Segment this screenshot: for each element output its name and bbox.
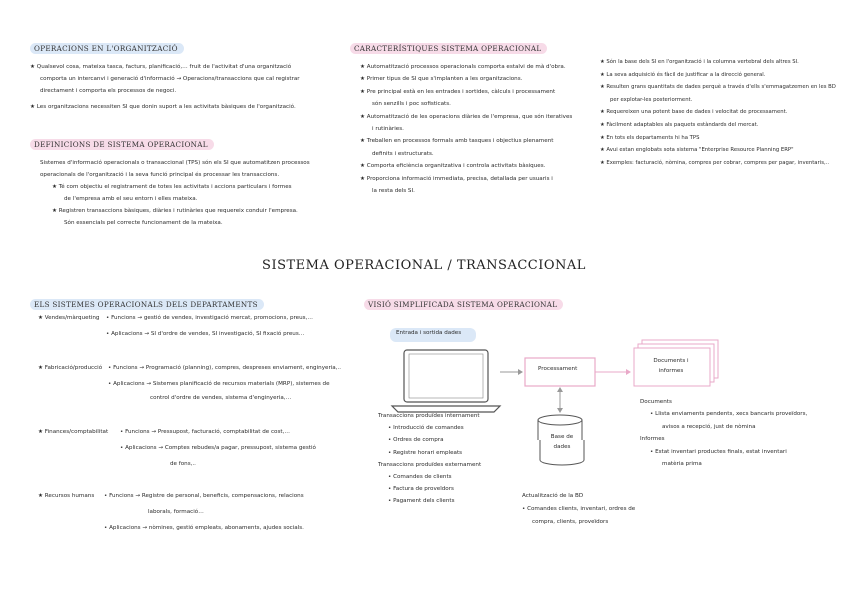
dept-applications: • Aplicacions → Sistemes planificació de recursos materials (MRP), sistemes de	[108, 381, 330, 387]
carac-line: ★ Primer tipus de SI que s'implanten a les organitzacions.	[360, 76, 523, 83]
carac-line: ★ Pre principal està en les entrades i sortides, càlculs i processament	[360, 88, 556, 95]
defs-heading: DEFINICIONS DE SISTEMA OPERACIONAL	[30, 139, 214, 150]
org-line: ★ Qualsevol cosa, mateixa tasca, facturs, planificació,… fruit de l'activitat d'una organització	[30, 64, 292, 70]
carac-heading: CARACTERÍSTIQUES SISTEMA OPERACIONAL	[350, 43, 547, 54]
informes-item: matèria prima	[662, 461, 702, 468]
org-line: directament i comporta els processos de negoci.	[40, 88, 177, 94]
org-section	[30, 36, 300, 113]
documents-item: • Llista enviaments pendents, xecs bancaris proveïdors,	[650, 411, 808, 418]
dept-name: ★ Recursos humans	[38, 493, 95, 499]
carac-line: són senzills i poc sofisticats.	[372, 101, 451, 108]
carac-line: i rutinàries.	[372, 126, 404, 133]
dept-functions: • Funcions → gestió de vendes, investigació mercat, promocions, preus,…	[106, 315, 313, 321]
external-item: • Factura de proveïdors	[388, 486, 454, 493]
defs-line: Sistemes d'informació operacionals o transaccional (TPS) són els SI que automatitzen processos	[40, 160, 310, 166]
carac-text	[350, 61, 572, 197]
informes-title: Informes	[640, 436, 665, 443]
carac-line: ★ Proporciona informació immediata, precisa, detallada per usuaris i	[360, 175, 553, 182]
dept-functions: • Funcions → Pressupost, facturació, comptabilitat de cost,…	[120, 429, 290, 435]
carac-line: definits i estructurats.	[372, 150, 434, 157]
defs-line: ★ Registren transaccions bàsiques, diàries i rutinàries que requereix conduir l'empresa.	[52, 208, 298, 214]
input-output-label: Entrada i sortida dades	[396, 330, 462, 336]
defs-line: operacionals de l'organització i la seva funció principal és processar les transaccions.	[40, 172, 280, 178]
vision-section	[364, 292, 563, 311]
laptop-icon	[392, 350, 500, 412]
documents-title: Documents	[640, 399, 672, 405]
vision-heading: VISIÓ SIMPLIFICADA SISTEMA OPERACIONAL	[364, 299, 563, 310]
output-block	[640, 396, 807, 470]
right-column	[600, 56, 840, 169]
depts-heading: ELS SISTEMES OPERACIONALS DELS DEPARTAMENTS	[30, 299, 264, 310]
defs-section	[30, 132, 310, 229]
update-line: • Comandes clients, inventari, ordres de	[522, 506, 636, 512]
external-item: • Comandes de clients	[388, 474, 452, 481]
right-line: per explotar-les posteriorment.	[610, 96, 693, 103]
carac-section	[350, 36, 572, 197]
right-line: ★ Exemples: facturació, nòmina, compres per cobrar, compres per pagar, inventaris,..	[600, 159, 830, 166]
internal-item: • Registre horari empleats	[388, 449, 463, 456]
dept-functions: • Funcions → Registre de personal, beneficis, compensacions, relacions	[104, 493, 304, 499]
update-block	[522, 490, 635, 529]
dept-functions-cont: laborals, formació…	[148, 509, 204, 515]
right-line: ★ La seva adquisició és fàcil de justificar a la direcció general.	[600, 71, 766, 78]
dept-name: ★ Vendes/màrqueting	[38, 315, 100, 321]
dept-name: ★ Fabricació/producció	[38, 365, 103, 371]
org-line: comporta un intercanvi i generació d'informació → Operacions/transaccions que cal registrar	[40, 76, 300, 82]
external-title: Transaccions produïdes externament	[378, 461, 482, 468]
carac-line: ★ Treballen en processos formals amb tasques i objectius plenament	[360, 138, 554, 145]
org-heading: OPERACIONS EN L'ORGANITZACIÓ	[30, 43, 184, 54]
update-title: Actualització de la BD	[522, 493, 584, 499]
documents-item: avisos a recepció, just de nòmina	[662, 423, 756, 430]
dept-applications: • Aplicacions → Comptes rebudes/a pagar, pressupost, sistema gestió	[120, 445, 316, 451]
dept-applications: • Aplicacions → nòmines, gestió empleats, abonaments, ajudes socials.	[104, 525, 304, 531]
org-line: ★ Les organitzacions necessiten SI que donin suport a les activitats bàsiques de l'organització.	[30, 104, 296, 110]
internal-title: Transaccions produïdes internament	[378, 413, 480, 419]
right-line: ★ Requereixen una potent base de dades i velocitat de processament.	[600, 109, 788, 116]
arrow-processor-database	[557, 387, 563, 413]
depts-section	[30, 292, 264, 311]
right-line: ★ Avui estan englobats sota sistema "Enterprise Resource Planning ERP"	[600, 147, 794, 154]
carac-line: ★ Automatització processos operacionals comporta estalvi de mà d'obra.	[360, 64, 566, 70]
transactions-block	[378, 410, 481, 508]
processor-label: Processament	[538, 366, 578, 372]
carac-line: la resta dels SI.	[372, 188, 415, 195]
right-line: ★ Fàcilment adaptables als paquets estàndards del mercat.	[600, 121, 759, 128]
defs-text	[30, 157, 310, 229]
processor-box	[525, 358, 595, 386]
dept-applications-cont: de fons,..	[170, 461, 196, 467]
defs-line: de l'empresa amb el seu entorn i elles mateixa.	[64, 196, 198, 202]
update-line: compra, clients, proveïdors	[532, 519, 609, 525]
main-title: SISTEMA OPERACIONAL / TRANSACCIONAL	[262, 258, 586, 273]
informes-item: • Estat inventari productes finals, estat inventari	[650, 448, 787, 455]
dept-applications: • Aplicacions → SI d'ordre de vendes, SI investigació, SI fixació preus…	[106, 331, 305, 337]
external-item: • Pagament dels clients	[388, 498, 455, 505]
internal-item: • Ordres de compra	[388, 437, 444, 444]
dept-name: ★ Finances/comptabilitat	[38, 429, 109, 435]
right-line: ★ Resulten grans quantitats de dades perquè a través d'ells s'emmagatzemen en les BD	[600, 84, 836, 91]
arrow-to-processor	[500, 369, 523, 375]
dept-functions: • Funcions → Programació (planning), compres, despreses enviament, enginyeria,..	[108, 365, 342, 371]
defs-line: Són essencials pel correcte funcionament de la mateixa.	[64, 220, 223, 226]
arrow-to-documents	[595, 369, 631, 375]
defs-line: ★ Té com objectiu el registrament de totes les activitats i accions particulars i formes	[52, 184, 292, 190]
documents-label: Documents i informes	[653, 358, 689, 374]
right-line: ★ Són la base dels SI en l'organització i la columna vertebral dels altres SI.	[600, 59, 799, 65]
dept-applications-cont: control d'ordre de vendes, sistema d'enginyeria,…	[150, 395, 292, 401]
carac-line: ★ Automatització de les operacions diàries de l'empresa, que són iteratives	[360, 113, 573, 120]
carac-line: ★ Comporta eficiència organitzativa i controla activitats bàsiques.	[360, 163, 546, 170]
database-label: Base de dades	[550, 434, 574, 450]
right-line: ★ En tots els departaments hi ha TPS	[600, 134, 700, 141]
org-text	[30, 61, 300, 113]
internal-item: • Introducció de comandes	[388, 425, 464, 432]
